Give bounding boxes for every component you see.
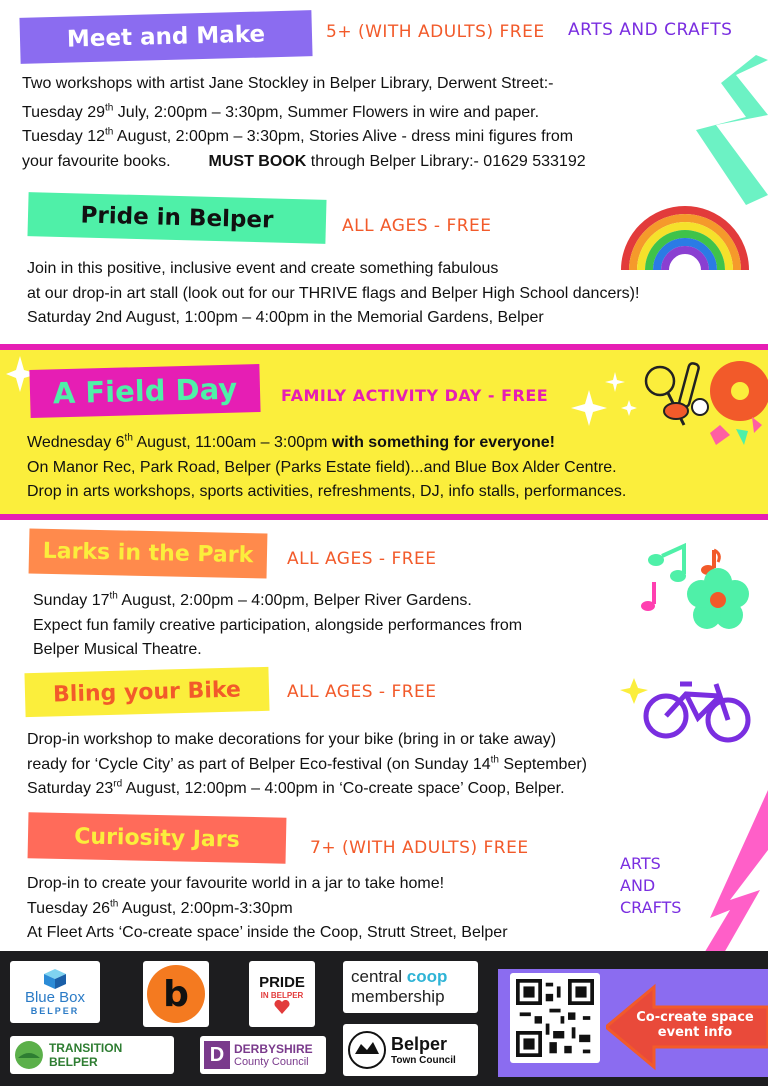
pride-tag: ALL AGES - FREE bbox=[342, 216, 492, 236]
meet-category-tag: ARTS AND CRAFTS bbox=[568, 20, 733, 40]
field-body bbox=[27, 431, 626, 505]
bling-line1: Drop-in workshop to make decorations for your bike (bring in or take away) bbox=[27, 731, 557, 748]
globe-icon bbox=[14, 1040, 44, 1070]
pink-zigzag-decoration-icon bbox=[700, 790, 768, 960]
pride-title: Pride in Belper bbox=[80, 202, 274, 234]
bling-line3: Saturday 23rd August, 12:00pm – 4:00pm in ‘Co-create space’ Coop, Belper. bbox=[27, 778, 565, 797]
bling-tag: ALL AGES - FREE bbox=[287, 682, 437, 702]
pride-banner bbox=[27, 192, 326, 244]
belper-town-council-logo: Belper Town Council bbox=[343, 1024, 478, 1076]
music-notes-flower-icon bbox=[632, 536, 768, 636]
b-circle-logo: b bbox=[143, 961, 209, 1027]
transition-belper-logo: TRANSITION BELPER bbox=[10, 1036, 174, 1074]
field-line2: On Manor Rec, Park Road, Belper (Parks Estate field)...and Blue Box Alder Centre. bbox=[27, 458, 617, 476]
field-tag: FAMILY ACTIVITY DAY - FREE bbox=[281, 386, 549, 405]
jars-line2: Tuesday 26th August, 2:00pm-3:30pm bbox=[27, 898, 293, 917]
bling-title: Bling your Bike bbox=[52, 677, 242, 707]
bling-line2: ready for ‘Cycle City’ as part of Belper Eco-festival (on Sunday 14th September) bbox=[27, 754, 588, 773]
field-day-banner bbox=[29, 364, 260, 418]
derbyshire-logo: D DERBYSHIRE County Council bbox=[200, 1036, 326, 1074]
larks-line3: Belper Musical Theatre. bbox=[33, 641, 202, 658]
larks-body bbox=[33, 589, 522, 663]
bicycle-icon bbox=[620, 654, 752, 754]
jars-body bbox=[27, 872, 508, 946]
meet-line3: Tuesday 12th August, 2:00pm – 3:30pm, Stories Alive - dress mini figures from bbox=[22, 126, 574, 145]
meet-line4: your favourite books. MUST BOOK through Belper Library:- 01629 533192 bbox=[22, 152, 586, 170]
pride-line3: Saturday 2nd August, 1:00pm – 4:00pm in the Memorial Gardens, Belper bbox=[27, 309, 544, 326]
meet-age-tag: 5+ (WITH ADULTS) FREE bbox=[326, 22, 545, 42]
larks-tag: ALL AGES - FREE bbox=[287, 549, 437, 569]
heart-icon bbox=[274, 1000, 290, 1014]
cube-icon bbox=[44, 969, 66, 989]
meet-body bbox=[22, 72, 586, 174]
star-sparkle-icon bbox=[565, 372, 640, 432]
pride-body bbox=[27, 257, 639, 331]
bluebox-logo: Blue Box BELPER bbox=[10, 961, 100, 1023]
qr-code-icon bbox=[516, 979, 594, 1057]
pride-line1: Join in this positive, inclusive event and create something fabulous bbox=[27, 260, 499, 277]
field-line3: Drop in arts workshops, sports activities, refreshments, DJ, info stalls, performances. bbox=[27, 483, 627, 500]
bling-banner bbox=[24, 667, 269, 717]
larks-line2: Expect fun family creative participation, alongside performances from bbox=[33, 616, 523, 634]
meet-line1: Two workshops with artist Jane Stockley in Belper Library, Derwent Street:- bbox=[22, 75, 554, 92]
d-icon: D bbox=[204, 1041, 230, 1069]
field-line1: Wednesday 6th August, 11:00am – 3:00pm with something for everyone! bbox=[27, 432, 555, 451]
jars-line3: At Fleet Arts ‘Co-create space’ inside the Coop, Strutt Street, Belper bbox=[27, 924, 508, 941]
town-crest-icon bbox=[347, 1030, 387, 1070]
pride-line2: at our drop-in art stall (look out for our THRIVE flags and Belper High School dancers)! bbox=[27, 284, 640, 302]
jars-banner bbox=[28, 812, 287, 863]
meet-line2: Tuesday 29th July, 2:00pm – 3:30pm, Summer Flowers in wire and paper. bbox=[22, 102, 540, 121]
meet-title: Meet and Make bbox=[66, 21, 266, 53]
qr-code[interactable] bbox=[510, 973, 600, 1063]
sports-equipment-icon bbox=[640, 355, 768, 461]
arrow-label: Co-create space event info bbox=[636, 1010, 754, 1040]
larks-line1: Sunday 17th August, 2:00pm – 4:00pm, Belper River Gardens. bbox=[33, 590, 472, 609]
larks-title: Larks in the Park bbox=[42, 538, 254, 569]
jars-tag: 7+ (WITH ADULTS) FREE bbox=[310, 838, 529, 858]
jars-side-label: ARTS AND CRAFTS bbox=[620, 854, 682, 917]
bling-body bbox=[27, 728, 587, 802]
pride-in-belper-logo: PRIDE IN BELPER bbox=[249, 961, 315, 1027]
central-coop-logo: central coop membership bbox=[343, 961, 478, 1013]
jars-title: Curiosity Jars bbox=[74, 823, 240, 853]
zigzag-decoration-icon bbox=[676, 55, 768, 215]
jars-line1: Drop-in to create your favourite world in a jar to take home! bbox=[27, 875, 445, 892]
meet-and-make-banner bbox=[19, 10, 312, 64]
larks-banner bbox=[29, 529, 268, 579]
field-title: A Field Day bbox=[52, 371, 238, 411]
